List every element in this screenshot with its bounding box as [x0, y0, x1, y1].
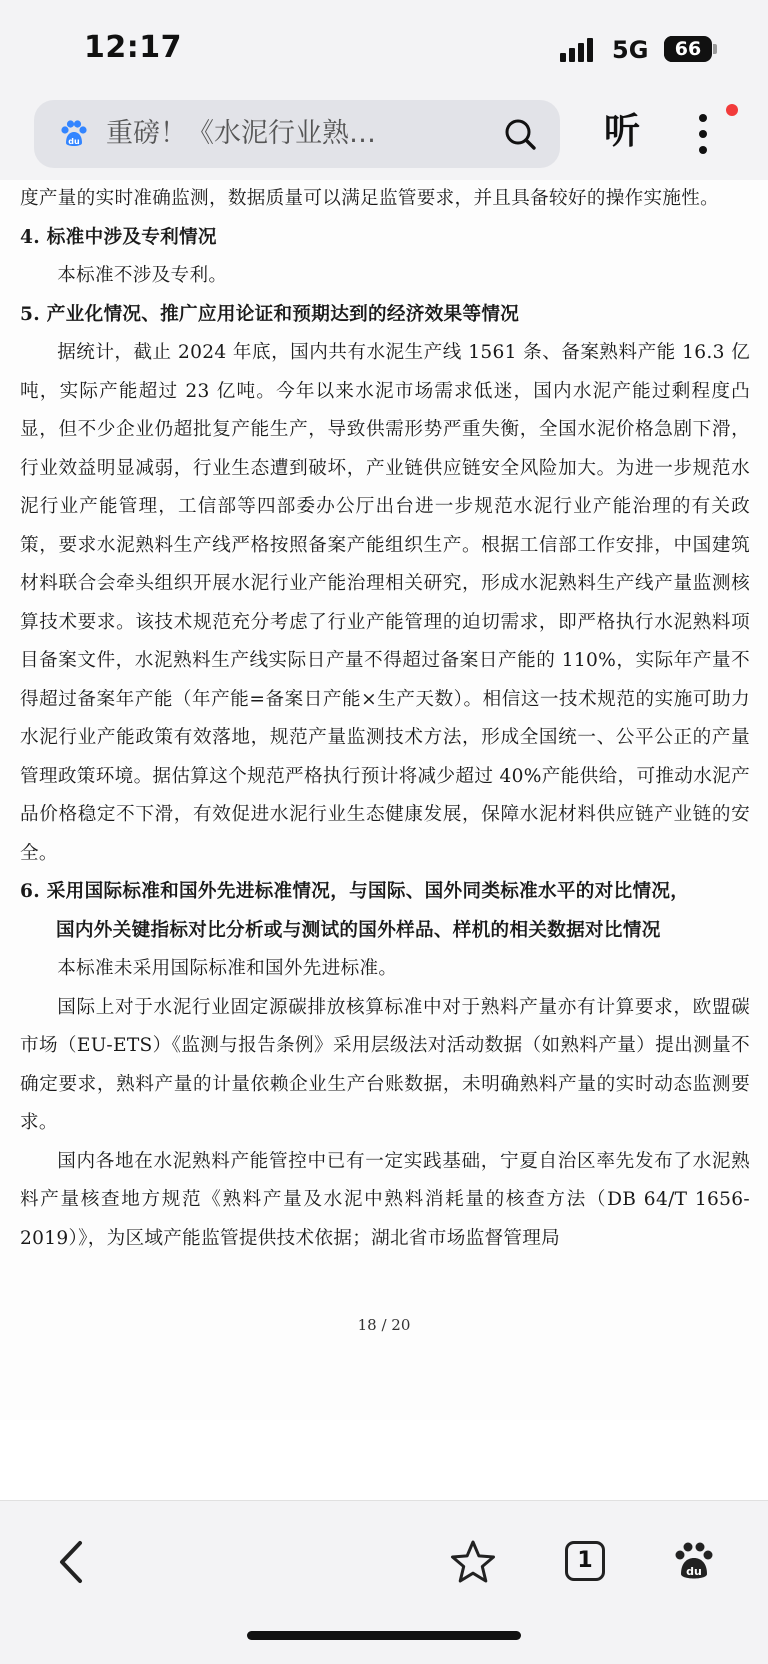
browser-header [0, 96, 768, 180]
paragraph-domestic: 国内各地在水泥熟料产能管控中已有一定实践基础，宁夏自治区率先发布了水泥熟料产量核查地方规范《熟料产量及水泥中熟料消耗量的核查方法（DB 64/T 1656-2019）》，为区域产能监管提供技术依据；湖北省市场监督管理局 [20, 1150, 750, 1249]
paragraph-industry: 据统计，截止 2024 年底，国内共有水泥生产线 1561 条、备案熟料产能 16.3 亿吨，实际产能超过 23 亿吨。今年以来水泥市场需求低迷，国内水泥产能过剩程度凸显，但不少企业仍超批复产能生产，导致供需形势严重失衡，全国水泥价格急剧下滑，行业效益明显减弱，行业生态遭到破坏，产业链供应链安全风险加大。为进一步规范水泥行业产能管理，工信部等四部委办公厅出台进一步规范水泥行业产能治理的有关政策，要求水泥熟料生产线严格按照备案产能组织生产。根据工信部工作安排，中国建筑材料联合会牵头组织开展水泥行业产能治理相关研究，形成水泥熟料生产线产量监测核算技术要求。该技术规范充分考虑了行业产能管理的迫切需求，即严格执行水泥熟料项目备案文件，水泥熟料生产线实际日产量不得超过备案日产能的 110%，实际年产量不得超过备案年产能（年产能=备案日产能×生产天数）。相信这一技术规范的实施可助力水泥行业产能政策有效落地，规范产量监测技术方法，形成全国统一、公平公正的产量管理政策环境。据估算这个规范严格执行预计将减少超过 40%产能供给，可推动水泥产品价格稳定不下滑，有效促进水泥行业生态健康发展，保障水泥材料供应链产业链的安全。 [20, 342, 750, 864]
back-arrow-icon[interactable] [50, 1537, 90, 1587]
section-heading-5: 5. 产业化情况、推广应用论证和预期达到的经济效果等情况 [20, 303, 520, 325]
paragraph-no-intl-standard: 本标准未采用国际标准和国外先进标准。 [57, 958, 398, 979]
svg-text:du: du [68, 137, 80, 146]
baidu-paw-icon [58, 118, 90, 150]
section-heading-4: 4. 标准中涉及专利情况 [20, 226, 217, 248]
tabs-count-button[interactable]: 1 [565, 1541, 605, 1581]
notification-dot [726, 104, 738, 116]
page-number: 18 / 20 [357, 1316, 411, 1334]
document-page [0, 180, 768, 1420]
document-body [20, 180, 750, 1258]
section-heading-6: 6. 采用国际标准和国外先进标准情况，与国际、国外同类标准水平的对比情况， [20, 881, 690, 902]
page-title[interactable]: 重磅！《水泥行业熟… [106, 118, 376, 149]
listen-button[interactable]: 听 [604, 111, 641, 152]
more-menu-icon[interactable] [694, 110, 714, 158]
network-type: 5G [612, 36, 649, 64]
baidu-home-icon[interactable] [672, 1539, 716, 1583]
battery-percent: 66 [674, 38, 702, 60]
paragraph-international: 国际上对于水泥行业固定源碳排放核算标准中对于熟料产量亦有计算要求，欧盟碳市场（EU-ETS）《监测与报告条例》采用层级法对活动数据（如熟料产量）提出测量不确定要求，熟料产量的计量依赖企业生产台账数据，未明确熟料产量的实时动态监测要求。 [20, 996, 750, 1133]
signal-icon [560, 38, 600, 62]
paragraph-continued: 度产量的实时准确监测，数据质量可以满足监管要求，并且具备较好的操作实施性。 [20, 188, 720, 209]
status-time: 12:17 [84, 30, 182, 65]
section-heading-6-continued: 国内外关键指标对比分析或与测试的国外样品、样机的相关数据对比情况 [56, 919, 661, 941]
star-bookmark-icon[interactable] [450, 1539, 496, 1585]
battery-tip [713, 44, 717, 54]
bottom-toolbar [0, 1500, 768, 1664]
home-indicator [247, 1631, 521, 1640]
paragraph-patent: 本标准不涉及专利。 [57, 265, 228, 286]
status-bar [0, 0, 768, 96]
svg-text:du: du [686, 1565, 702, 1578]
search-icon[interactable] [502, 116, 538, 152]
address-bar[interactable] [34, 100, 560, 168]
battery-icon [664, 36, 712, 62]
